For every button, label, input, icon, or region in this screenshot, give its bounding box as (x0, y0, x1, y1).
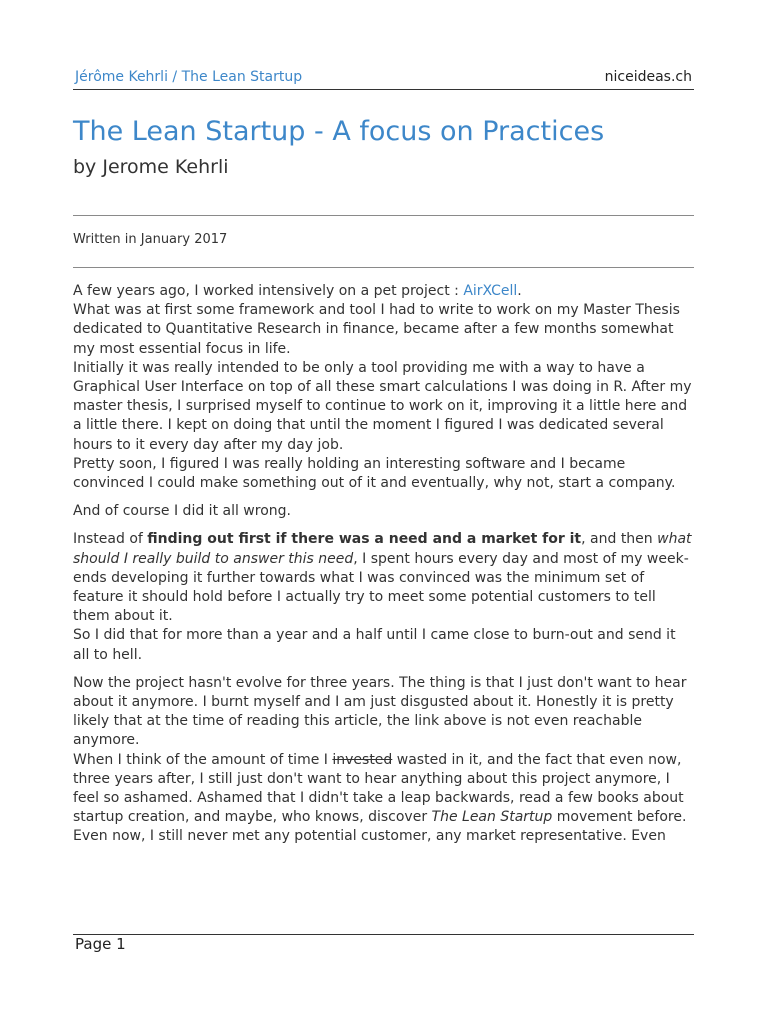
paragraph-text: Initially it was really intended to be only a tool providing me with a way to have a Graphical User Interface on top of all these smart calculations I was doing in R. After my master thesis, I surprised myself to continue to work on it, improving it a little here and a little there. I kept on doing that until the moment I figured I was dedicated several hours to it every day after my day job. (73, 359, 692, 453)
paragraph-text: . (517, 283, 522, 299)
written-date: Written in January 2017 (73, 232, 228, 247)
airxcell-link[interactable]: AirXCell (463, 283, 518, 299)
divider-top (73, 215, 694, 216)
paragraph-line (73, 751, 694, 828)
header-site-name: niceideas.ch (604, 69, 692, 85)
paragraph-text: Even now, I still never met any potential customer, any market representative. Even (73, 828, 666, 845)
author-byline: by Jerome Kehrli (73, 156, 229, 178)
running-header (73, 69, 694, 90)
paragraph-text: A few years ago, I worked intensively on a pet project : (73, 283, 464, 299)
paragraph-text: wasted in it, and the fact that even now, three years after, I still just don't want to hear anything about this project anymore, I feel so ashamed. Ashamed that I didn't take a leap backwards, read a few books about startup creation, and maybe, who knows, discover (73, 751, 684, 826)
paragraph-3 (73, 530, 694, 664)
paragraph-4 (73, 674, 694, 847)
paragraph-text: Instead of (73, 531, 148, 548)
article-body (73, 282, 694, 856)
paragraph-text: So I did that for more than a year and a half until I came close to burn-out and send it all to hell. (73, 627, 676, 663)
paragraph-text: Now the project hasn't evolve for three years. The thing is that I just don't want to hear about it anymore. I burnt myself and I am just disgusted about it. Honestly it is pretty likely that at the time of reading this article, the link above is not even reachable anymore. (73, 674, 687, 749)
paragraph-text: What was at first some framework and tool I had to write to work on my Master Thesis dedicated to Quantitative Research in finance, became after a few months somewhat my most essential focus in life. (73, 302, 680, 357)
page-number: Page 1 (75, 935, 126, 953)
bold-emphasis: finding out first if there was a need and a market for it (147, 531, 582, 548)
paragraph-text: , and then (581, 531, 658, 548)
paragraph-text: Pretty soon, I figured I was really holding an interesting software and I became convinced I could make something out of it and eventually, why not, start a company. (73, 455, 676, 492)
header-breadcrumb: Jérôme Kehrli / The Lean Startup (75, 69, 303, 85)
italic-emphasis: The Lean Startup (431, 809, 553, 826)
running-footer (73, 934, 694, 953)
paragraph-2: And of course I did it all wrong. (73, 503, 291, 520)
italic-emphasis: what should I really build to answer this need (73, 531, 692, 567)
document-title: The Lean Startup - A focus on Practices (73, 116, 605, 147)
divider-bottom (73, 267, 694, 268)
paragraph-text: When I think of the amount of time I (73, 751, 333, 768)
paragraph-text: movement before. (552, 809, 687, 826)
paragraph-text: , I spent hours every day and most of my week-ends developing it further towards what I was convinced was the minimum set of feature it should hold before I actually try to meet some potential customers to tell them about it. (73, 550, 689, 625)
paragraph-1 (73, 282, 694, 493)
strikethrough-word: invested (332, 751, 393, 768)
